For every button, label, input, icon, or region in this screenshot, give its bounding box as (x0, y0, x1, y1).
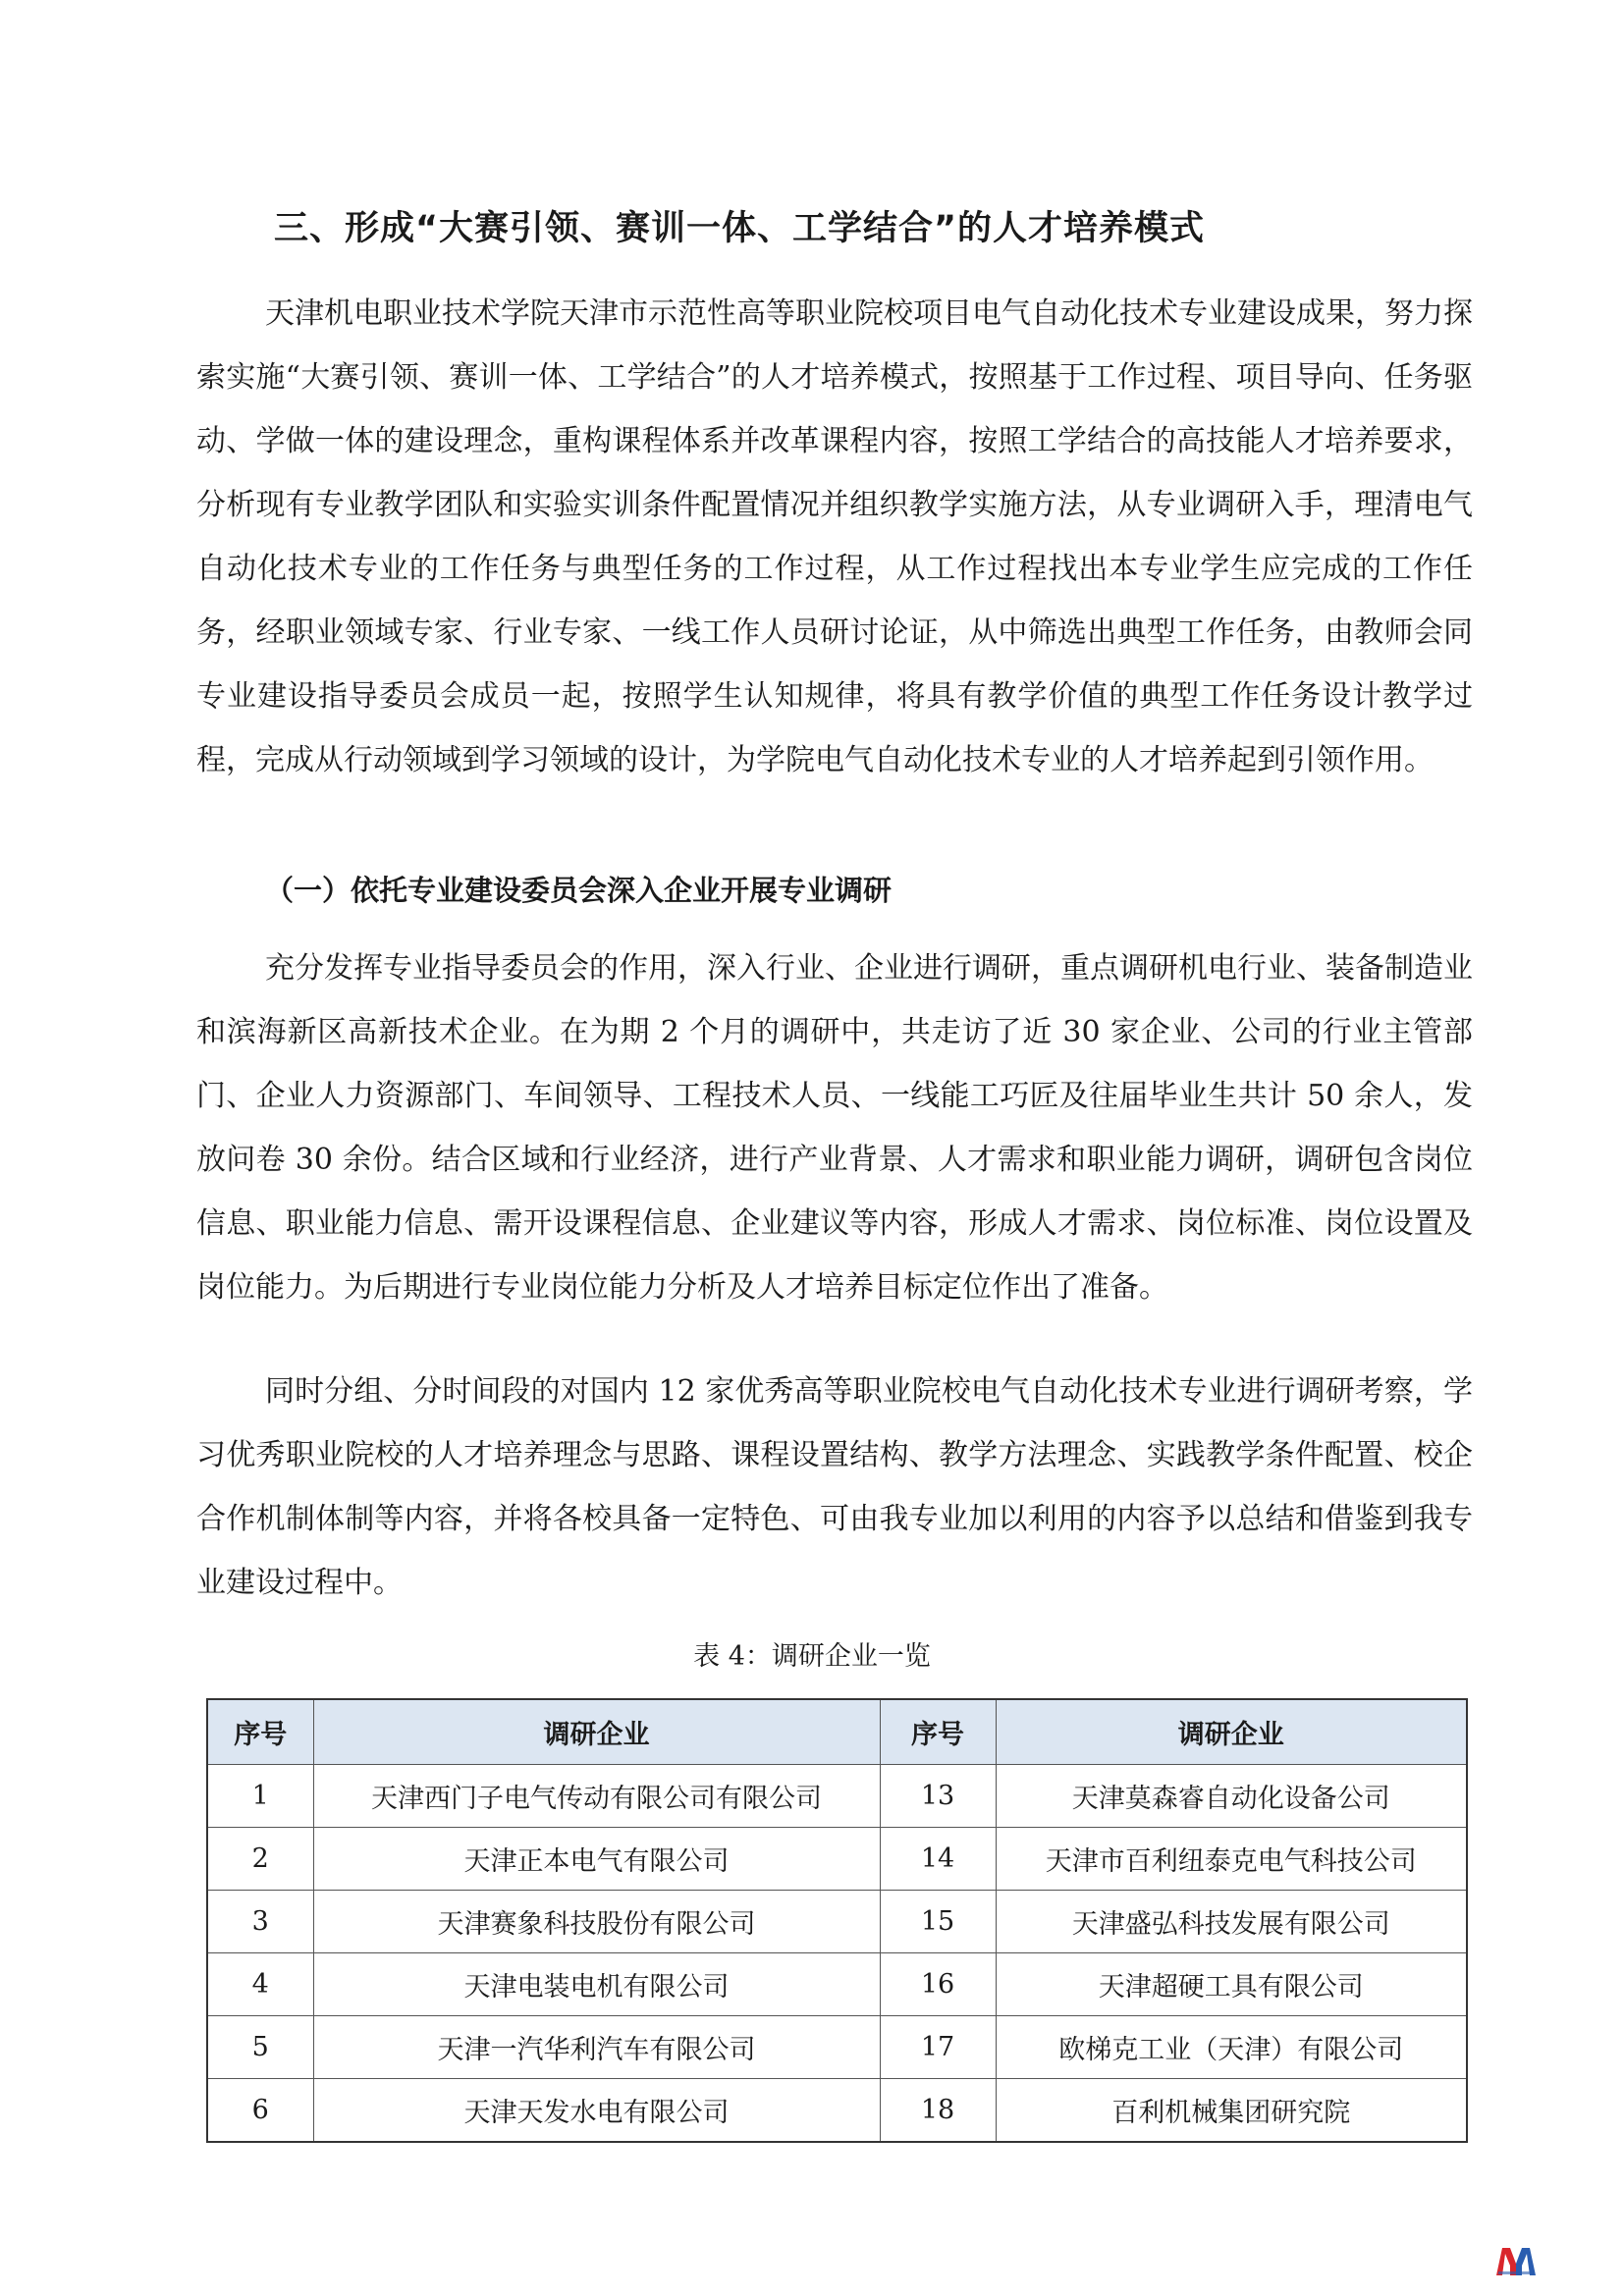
row-company: 天津一汽华利汽车有限公司 (313, 2016, 880, 2079)
row-company: 天津正本电气有限公司 (313, 1828, 880, 1891)
paragraph-1: 天津机电职业技术学院天津市示范性高等职业院校项目电气自动化技术专业建设成果，努力探索实施“大赛引领、赛训一体、工学结合”的人才培养模式，按照基于工作过程、项目导向、任务驱动、学做一体的建设理念，重构课程体系并改革课程内容，按照工学结合的高技能人才培养要求，分析现有专业教学团队和实验实训条件配置情况并组织教学实施方法，从专业调研入手，理清电气自动化技术专业的工作任务与典型任务的工作过程，从工作过程找出本专业学生应完成的工作任务，经职业领域专家、行业专家、一线工作人员研讨论证，从中筛选出典型工作任务，由教师会同专业建设指导委员会成员一起，按照学生认知规律，将具有教学价值的典型工作任务设计教学过程，完成从行动领域到学习领域的设计，为学院电气自动化技术专业的人才培养起到引领作用。 (196, 296, 1473, 777)
table-row (207, 1953, 1467, 2016)
header-company-right: 调研企业 (996, 1699, 1467, 1765)
row-company: 天津盛弘科技发展有限公司 (996, 1891, 1467, 1953)
row-index: 6 (207, 2079, 313, 2143)
row-company: 天津西门子电气传动有限公司有限公司 (313, 1765, 880, 1828)
row-index: 2 (207, 1828, 313, 1891)
m-logo-icon (1494, 2244, 1538, 2277)
survey-companies-table (206, 1698, 1468, 2143)
row-index: 17 (880, 2016, 996, 2079)
header-index-left: 序号 (207, 1699, 313, 1765)
row-company: 天津天发水电有限公司 (313, 2079, 880, 2143)
table-caption: 表 4：调研企业一览 (693, 1641, 931, 1672)
header-index-right: 序号 (880, 1699, 996, 1765)
row-index: 13 (880, 1765, 996, 1828)
row-company: 天津超硬工具有限公司 (996, 1953, 1467, 2016)
paragraph-3: 同时分组、分时间段的对国内 12 家优秀高等职业院校电气自动化技术专业进行调研考察，学习优秀职业院校的人才培养理念与思路、课程设置结构、教学方法理念、实践教学条件配置、校企合作机制体制等内容，并将各校具备一定特色、可由我专业加以利用的内容予以总结和借鉴到我专业建设过程中。 (196, 1374, 1473, 1600)
row-index: 4 (207, 1953, 313, 2016)
row-company: 百利机械集团研究院 (996, 2079, 1467, 2143)
row-index: 16 (880, 1953, 996, 2016)
row-index: 3 (207, 1891, 313, 1953)
row-company: 天津赛象科技股份有限公司 (313, 1891, 880, 1953)
row-index: 14 (880, 1828, 996, 1891)
row-company: 欧梯克工业（天津）有限公司 (996, 2016, 1467, 2079)
section-title: 三、形成“大赛引领、赛训一体、工学结合”的人才培养模式 (274, 209, 1206, 248)
table-row (207, 1828, 1467, 1891)
paragraph-2: 充分发挥专业指导委员会的作用，深入行业、企业进行调研，重点调研机电行业、装备制造业和滨海新区高新技术企业。在为期 2 个月的调研中，共走访了近 30 家企业、公司的行业主管部门、企业人力资源部门、车间领导、工程技术人员、一线能工巧匠及往届毕业生共计 50 余人，发放问卷 30 余份。结合区域和行业经济，进行产业背景、人才需求和职业能力调研，调研包含岗位信息、职业能力信息、需开设课程信息、企业建议等内容，形成人才需求、岗位标准、岗位设置及岗位能力。为后期进行专业岗位能力分析及人才培养目标定位作出了准备。 (196, 951, 1473, 1305)
row-index: 1 (207, 1765, 313, 1828)
table-row (207, 2016, 1467, 2079)
table-row (207, 1891, 1467, 1953)
subsection-title: （一）依托专业建设委员会深入企业开展专业调研 (265, 874, 893, 907)
table-row (207, 1765, 1467, 1828)
row-index: 15 (880, 1891, 996, 1953)
row-index: 18 (880, 2079, 996, 2143)
table-row (207, 2079, 1467, 2143)
header-company-left: 调研企业 (313, 1699, 880, 1765)
row-index: 5 (207, 2016, 313, 2079)
row-company: 天津市百利纽泰克电气科技公司 (996, 1828, 1467, 1891)
row-company: 天津莫森睿自动化设备公司 (996, 1765, 1467, 1828)
table-header-row (207, 1699, 1467, 1765)
row-company: 天津电装电机有限公司 (313, 1953, 880, 2016)
